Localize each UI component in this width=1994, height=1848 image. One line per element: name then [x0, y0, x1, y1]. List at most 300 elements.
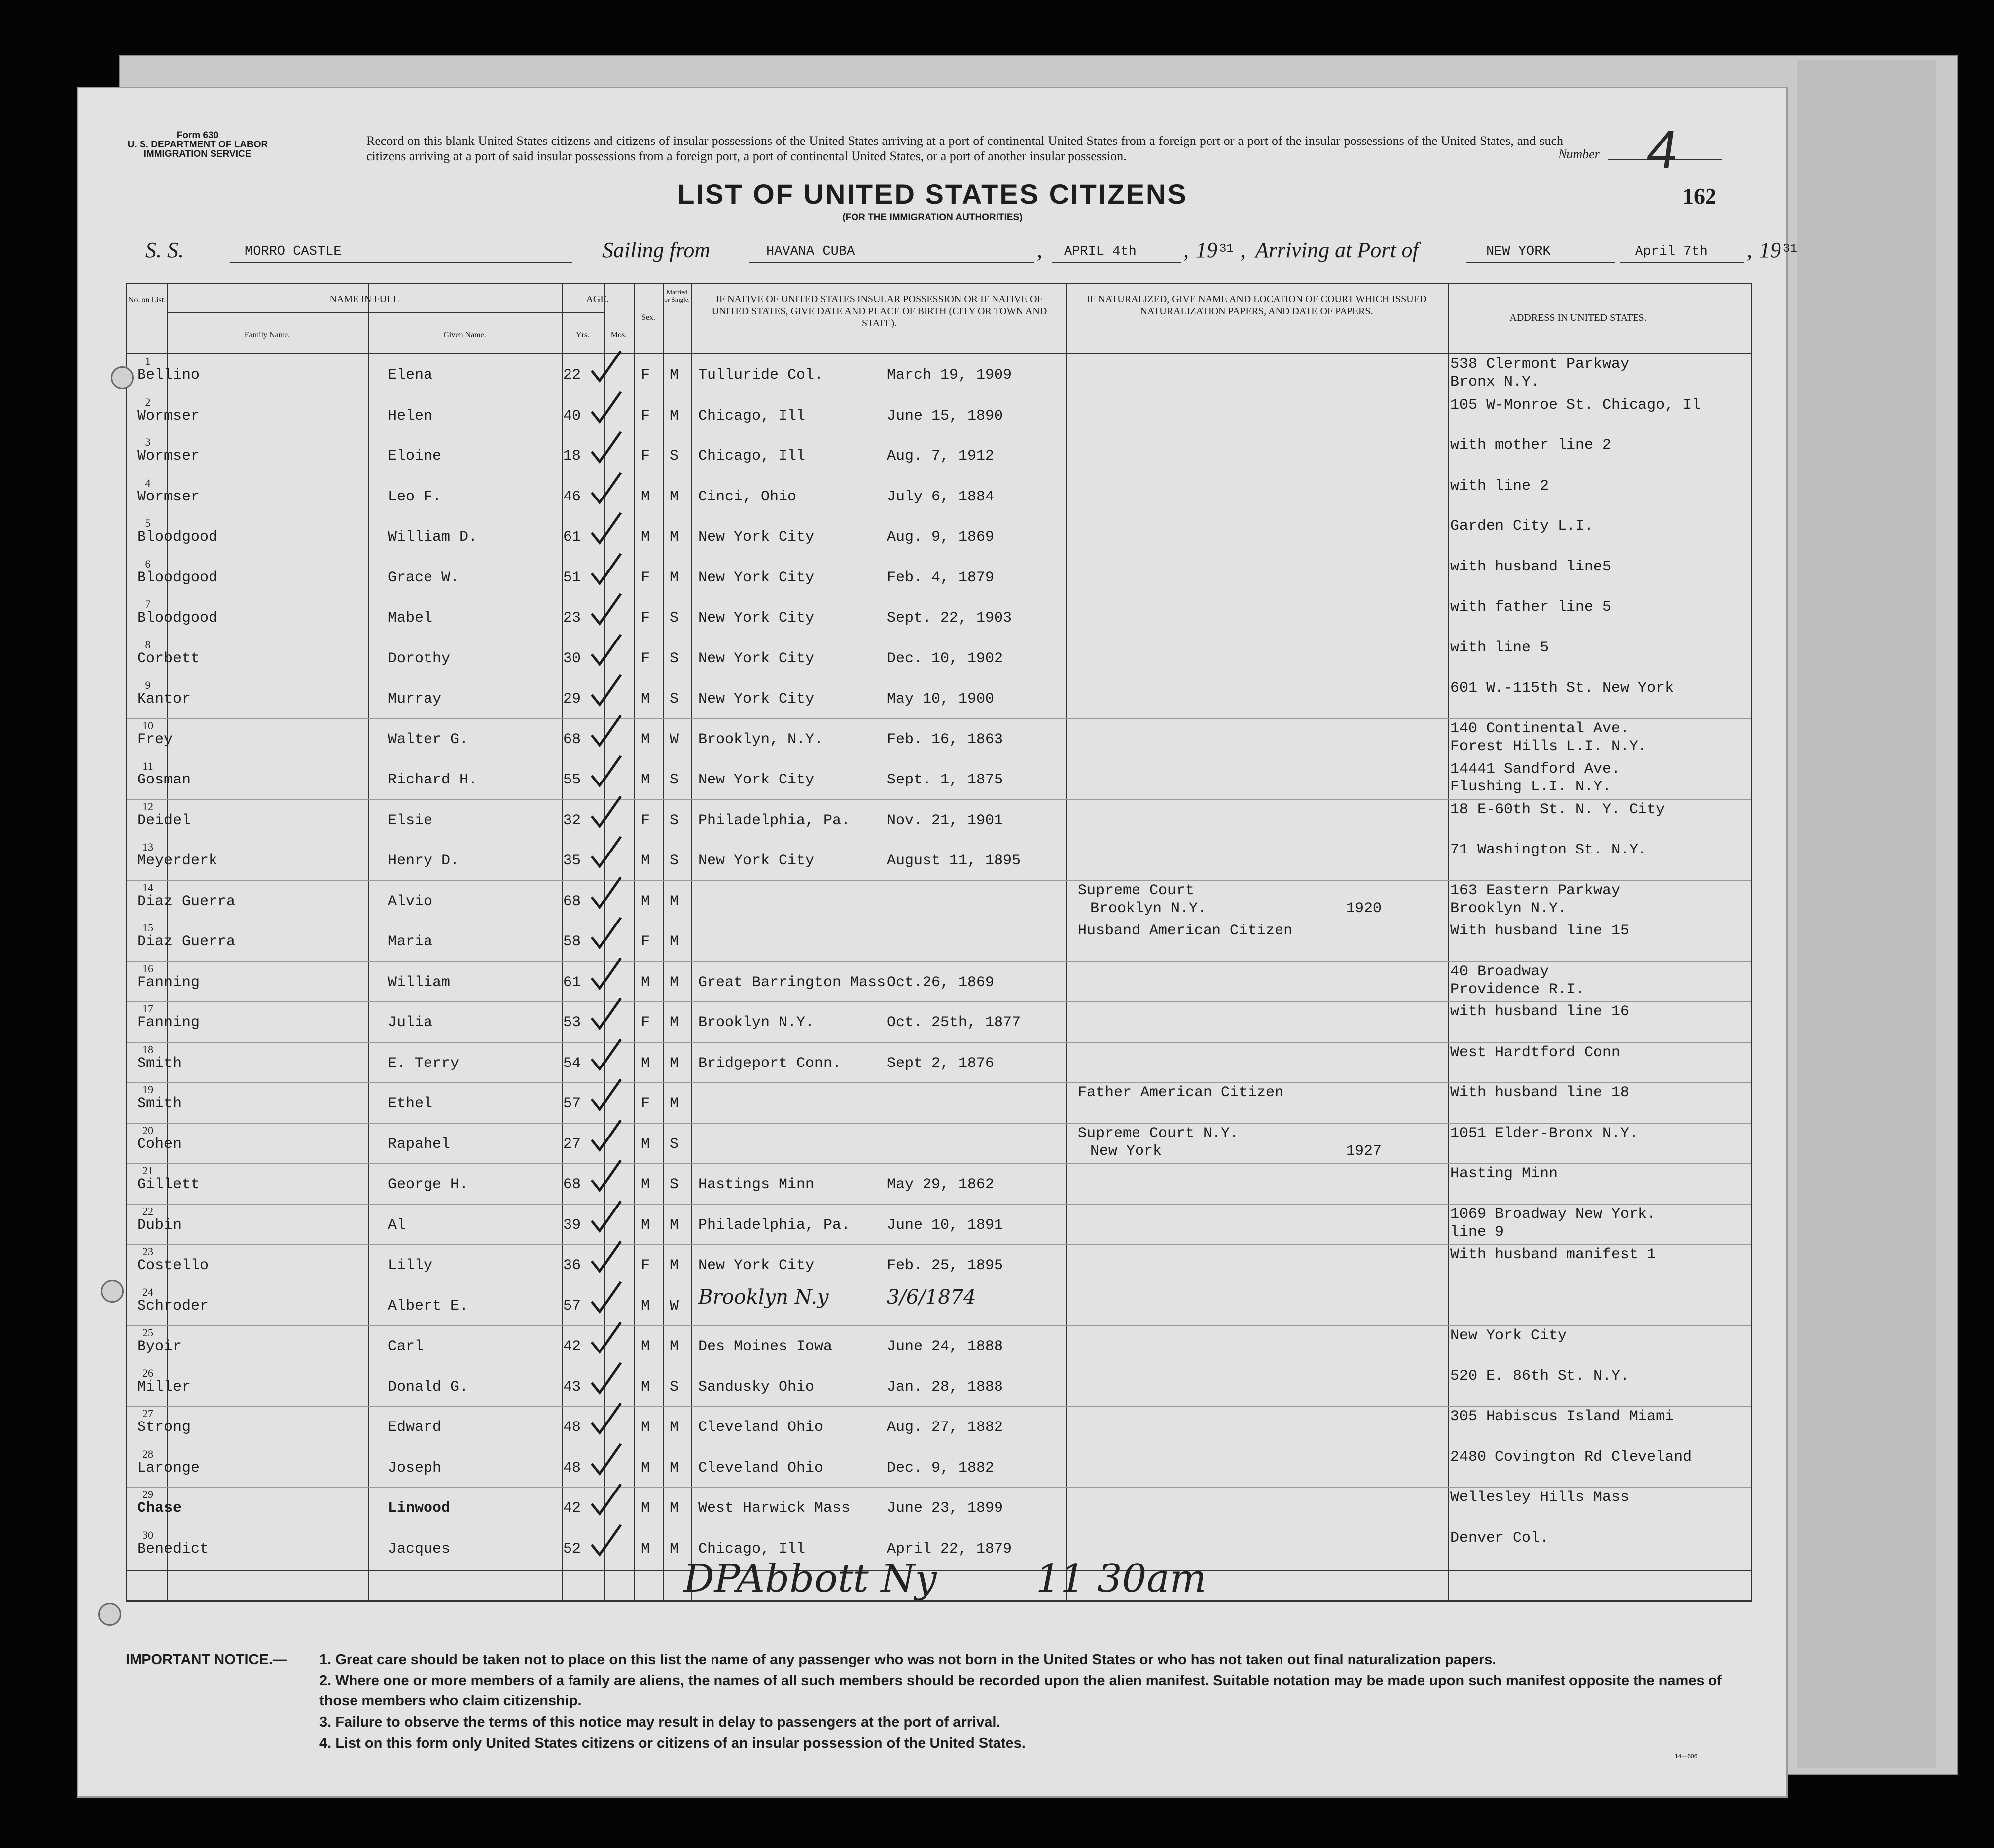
cell-date: May 29, 1862 [887, 1176, 995, 1193]
passenger-table [126, 283, 1752, 1602]
cell-date: Feb. 16, 1863 [887, 731, 1003, 748]
cell-family: Kantor [137, 691, 191, 708]
cell-no: 7 [145, 598, 151, 610]
check-mark-icon [589, 794, 624, 829]
cell-addr1: With husband line 18 [1450, 1084, 1630, 1101]
table-row [127, 1001, 1751, 1040]
cell-sex: M [641, 1216, 650, 1234]
header-no: No. on List. [128, 296, 166, 304]
cell-addr1: 40 Broadway [1450, 963, 1549, 980]
department-label: U. S. DEPARTMENT OF LABOR [127, 140, 268, 150]
cell-ms: M [670, 1419, 679, 1436]
cell-no: 6 [145, 557, 151, 570]
cell-given: E. Terry [388, 1055, 460, 1072]
cell-family: Bloodgood [137, 569, 218, 586]
cell-sex: F [641, 812, 650, 829]
cell-no: 12 [142, 800, 153, 813]
cell-given: Donald G. [388, 1378, 469, 1396]
ss-label: S. S. [145, 238, 184, 262]
cell-family: Wormser [137, 488, 200, 505]
cell-place: New York City [698, 610, 815, 627]
check-mark-icon [589, 1320, 624, 1355]
cell-age: 40 [563, 407, 581, 425]
cell-sex: M [641, 1136, 650, 1153]
cell-age: 27 [563, 1136, 581, 1153]
cell-given: Rapahel [388, 1136, 451, 1153]
cell-nat2: Brooklyn N.Y. [1090, 900, 1207, 917]
cell-age: 51 [563, 569, 581, 586]
table-row [127, 557, 1751, 595]
cell-ms: W [670, 731, 679, 748]
cell-place: Brooklyn, N.Y. [698, 731, 824, 748]
check-mark-icon [589, 1037, 624, 1072]
cell-age: 42 [563, 1500, 581, 1517]
cell-addr2: Forest Hills L.I. N.Y. [1450, 738, 1647, 755]
page-title: LIST OF UNITED STATES CITIZENS [677, 178, 1188, 210]
cell-sex: M [641, 731, 650, 748]
manifest-sheet [77, 87, 1797, 1798]
cell-no: 18 [142, 1043, 153, 1056]
cell-age: 61 [563, 974, 581, 991]
number-label: Number [1558, 147, 1600, 161]
cell-given: Edward [388, 1419, 442, 1436]
cell-age: 30 [563, 650, 581, 667]
binder-hole [111, 366, 134, 389]
cell-ms: M [670, 488, 679, 505]
notice-item-1: 1. Great care should be taken not to place on this list the name of any passenger who was not born in the United States or who has not taken out final naturalization papers. [319, 1652, 1496, 1668]
cell-nat1: Supreme Court N.Y. [1078, 1125, 1239, 1142]
cell-given: Mabel [388, 610, 433, 627]
cell-family: Corbett [137, 650, 200, 667]
cell-given: Eloine [388, 448, 442, 465]
cell-addr1: 14441 Sandford Ave. [1450, 761, 1621, 778]
cell-sex: M [641, 1500, 650, 1517]
cell-family: Chase [137, 1500, 182, 1517]
cell-sex: M [641, 691, 650, 708]
cell-age: 58 [563, 933, 581, 950]
table-row [127, 1042, 1751, 1081]
cell-place: Cinci, Ohio [698, 488, 797, 505]
form-header [123, 131, 272, 159]
header-naturalized: IF NATURALIZED, GIVE NAME AND LOCATION OF COURT WHICH ISSUED NATURALIZATION PAPERS, AND DATE OF PAPERS. [1086, 294, 1427, 317]
cell-addr1: New York City [1450, 1327, 1567, 1344]
table-row [127, 1528, 1751, 1566]
cell-ms: M [670, 1459, 679, 1477]
cell-sex: M [641, 974, 650, 991]
cell-ms: M [670, 1095, 679, 1112]
header-sex: Sex. [641, 313, 655, 322]
cell-family: Strong [137, 1419, 191, 1436]
cell-place: Brooklyn N.Y. [698, 1014, 815, 1031]
cell-ms: S [670, 812, 679, 829]
cell-addr1: West Hardtford Conn [1450, 1044, 1621, 1061]
table-row [127, 1285, 1751, 1324]
cell-addr1: 305 Habiscus Island Miami [1450, 1408, 1674, 1425]
cell-family: Diaz Guerra [137, 893, 236, 910]
cell-date: Sept. 22, 1903 [887, 610, 1012, 627]
check-mark-icon [589, 1199, 624, 1234]
cell-addr1: 2480 Covington Rd Cleveland [1450, 1448, 1692, 1466]
cell-no: 9 [145, 679, 151, 691]
table-row [127, 1325, 1751, 1364]
cell-family: Meyerderk [137, 853, 218, 869]
cell-given: Grace W. [388, 569, 460, 586]
cell-place: Des Moines Iowa [698, 1338, 833, 1355]
table-row [127, 1487, 1751, 1526]
arrival-date: April 7th [1635, 244, 1708, 259]
cell-addr2: Flushing L.I. N.Y. [1450, 779, 1612, 795]
notice-item-3: 3. Failure to observe the terms of this notice may result in delay to passengers at the port of arrival. [319, 1714, 1000, 1730]
cell-age: 53 [563, 1014, 581, 1031]
cell-family: Wormser [137, 448, 200, 465]
cell-place: New York City [698, 650, 815, 667]
cell-place: Chicago, Ill [698, 407, 806, 425]
cell-date: Aug. 27, 1882 [887, 1419, 1003, 1436]
cell-given: Elsie [388, 812, 433, 829]
sail-date-underline [1052, 262, 1181, 263]
cell-ms: S [670, 853, 679, 869]
cell-given: Richard H. [388, 772, 478, 788]
sail-year: 31 [1219, 242, 1234, 256]
check-mark-icon [589, 956, 624, 991]
check-mark-icon [589, 430, 624, 465]
comma-2: , [1183, 238, 1189, 262]
sailing-label: Sailing from [602, 238, 711, 262]
cell-date: Dec. 10, 1902 [887, 650, 1003, 667]
cell-age: 61 [563, 529, 581, 546]
cell-age: 39 [563, 1216, 581, 1234]
page-subtitle: (FOR THE IMMIGRATION AUTHORITIES) [842, 213, 1023, 223]
cell-addr1: With husband manifest 1 [1450, 1246, 1656, 1263]
cell-given: Elena [388, 367, 433, 384]
cell-place: West Harwick Mass [698, 1500, 851, 1517]
table-row [127, 354, 1751, 393]
cell-addr1: with husband line5 [1450, 558, 1612, 575]
cell-age: 29 [563, 691, 581, 708]
cell-sex: M [641, 1419, 650, 1436]
table-row [127, 759, 1751, 797]
cell-given: Lilly [388, 1257, 433, 1274]
cell-addr1: Denver Col. [1450, 1529, 1549, 1547]
cell-addr1: with line 2 [1450, 477, 1549, 495]
cell-place: Philadelphia, Pa. [698, 812, 851, 829]
cell-place: Cleveland Ohio [698, 1459, 824, 1477]
list-number: 4 [1643, 119, 1682, 180]
cell-sex: F [641, 933, 650, 950]
cell-addr1: with husband line 16 [1450, 1003, 1630, 1020]
cell-sex: F [641, 367, 650, 384]
cell-family: Cohen [137, 1136, 182, 1153]
check-mark-icon [589, 1361, 624, 1396]
check-mark-icon [589, 1118, 624, 1153]
cell-addr1: with line 5 [1450, 639, 1549, 656]
cell-date: Nov. 21, 1901 [887, 812, 1003, 829]
cell-date: August 11, 1895 [887, 853, 1021, 869]
check-mark-icon [589, 713, 624, 748]
cell-ms: M [670, 974, 679, 991]
cell-age: 55 [563, 772, 581, 788]
cell-family: Fanning [137, 1014, 200, 1031]
cell-date: March 19, 1909 [887, 367, 1012, 384]
cell-family: Deidel [137, 812, 191, 829]
table-row [127, 1366, 1751, 1405]
check-mark-icon [589, 390, 624, 425]
cell-sex: M [641, 1459, 650, 1477]
cell-age: 57 [563, 1297, 581, 1315]
cell-family: Schroder [137, 1297, 209, 1315]
check-mark-icon [589, 1401, 624, 1436]
cell-ms: M [670, 1540, 679, 1558]
cell-no: 21 [142, 1164, 153, 1177]
cell-sex: F [641, 569, 650, 586]
cell-addr1: 105 W-Monroe St. Chicago, Il [1450, 396, 1701, 414]
table-row [127, 597, 1751, 636]
year-prefix-2: 19 [1759, 238, 1781, 262]
cell-age: 46 [563, 488, 581, 505]
cell-addr1: 520 E. 86th St. N.Y. [1450, 1367, 1630, 1385]
cell-addr1: 601 W.-115th St. New York [1450, 680, 1674, 697]
cell-date: Dec. 9, 1882 [887, 1459, 995, 1477]
header-age: AGE. [586, 294, 609, 305]
cell-ms: S [670, 1176, 679, 1193]
table-row [127, 961, 1751, 1000]
table-row [127, 718, 1751, 757]
cell-given: Maria [388, 933, 433, 950]
cell-sex: M [641, 1338, 650, 1355]
cell-given: Henry D. [388, 853, 460, 869]
cell-family: Wormser [137, 407, 200, 425]
cell-addr1: Wellesley Hills Mass [1450, 1489, 1630, 1506]
cell-natdate: 1920 [1346, 900, 1382, 917]
cell-ms: M [670, 1500, 679, 1517]
cell-ms: M [670, 569, 679, 586]
cell-ms: M [670, 1014, 679, 1031]
cell-place: Sandusky Ohio [698, 1378, 815, 1396]
table-row [127, 921, 1751, 959]
ship-name: MORRO CASTLE [245, 244, 342, 259]
cell-nat1: Supreme Court [1078, 882, 1195, 899]
cell-ms: S [670, 448, 679, 465]
cell-no: 17 [142, 1002, 153, 1015]
check-mark-icon [589, 754, 624, 788]
cell-no: 19 [142, 1083, 153, 1096]
cell-ms: S [670, 610, 679, 627]
cell-addr1: Hasting Minn [1450, 1165, 1558, 1182]
cell-addr1: 538 Clermont Parkway [1450, 356, 1630, 373]
cell-no: 14 [142, 881, 153, 894]
cell-no: 1 [145, 355, 151, 367]
cell-addr1: 140 Continental Ave. [1450, 720, 1630, 737]
cell-date: Sept 2, 1876 [887, 1055, 995, 1072]
cell-age: 68 [563, 893, 581, 910]
cell-no: 2 [145, 395, 151, 408]
cell-sex: M [641, 853, 650, 869]
header-address: ADDRESS IN UNITED STATES. [1509, 312, 1647, 323]
cell-addr2: Providence R.I. [1450, 981, 1585, 998]
header-given-name: Given Name. [443, 331, 486, 339]
intro-text: Record on this blank United States citizens and citizens of insular possessions of the United States arriving at a port of continental United States from a foreign port or a port of the insular possessions of the United States, and such citizens arriving at a port of said insular possessions from a foreign port, a port of continental United States, or a port of another insular possession. [366, 134, 1563, 163]
cell-no: 26 [142, 1366, 153, 1379]
cell-no: 30 [142, 1528, 153, 1541]
cell-family: Laronge [137, 1459, 200, 1477]
check-mark-icon [589, 592, 624, 627]
header-birth: IF NATIVE OF UNITED STATES INSULAR POSSESSION OR IF NATIVE OF UNITED STATES, GIVE DATE AND PLACE OF BIRTH (CITY OR TOWN AND STATE). [712, 294, 1047, 329]
form-code: 14—606 [1675, 1753, 1698, 1760]
cell-ms: M [670, 1338, 679, 1355]
cell-age: 43 [563, 1378, 581, 1396]
cell-place: Philadelphia, Pa. [698, 1216, 851, 1234]
cell-ms: S [670, 691, 679, 708]
cell-given: Julia [388, 1014, 433, 1031]
page-stamp: 162 [1682, 183, 1716, 209]
cell-ms: S [670, 1378, 679, 1396]
cell-ms: M [670, 893, 679, 910]
cell-no: 25 [142, 1326, 153, 1339]
from-underline [749, 262, 1034, 263]
table-row [127, 840, 1751, 878]
cell-age: 54 [563, 1055, 581, 1072]
cell-ms: M [670, 1216, 679, 1234]
cell-family: Benedict [137, 1540, 209, 1558]
cell-sex: M [641, 529, 650, 546]
cell-sex: F [641, 1257, 650, 1274]
cell-date: April 22, 1879 [887, 1540, 1012, 1558]
check-mark-icon [589, 996, 624, 1031]
cell-given: Joseph [388, 1459, 442, 1477]
cell-place: New York City [698, 569, 815, 586]
cell-age: 18 [563, 448, 581, 465]
cell-sex: M [641, 893, 650, 910]
table-row [127, 476, 1751, 514]
table-row [127, 1204, 1751, 1243]
table-row [127, 1447, 1751, 1486]
cell-given: Linwood [388, 1500, 451, 1517]
table-row [127, 1123, 1751, 1162]
cell-age: 48 [563, 1419, 581, 1436]
cell-ms: M [670, 1257, 679, 1274]
cell-family: Bloodgood [137, 529, 218, 546]
cell-place: New York City [698, 691, 815, 708]
cell-place: Bridgeport Conn. [698, 1055, 842, 1072]
cell-date: May 10, 1900 [887, 691, 995, 708]
cell-ms: M [670, 367, 679, 384]
cell-sex: F [641, 1095, 650, 1112]
arrival-date-underline [1620, 262, 1744, 263]
arrival-port-underline [1466, 262, 1615, 263]
check-mark-icon [589, 471, 624, 505]
header-family-name: Family Name. [244, 331, 290, 339]
cell-ms: S [670, 650, 679, 667]
voyage-line [145, 237, 1797, 267]
cell-natdate: 1927 [1346, 1142, 1382, 1160]
check-mark-icon [589, 1280, 624, 1315]
sail-date: APRIL 4th [1064, 244, 1137, 259]
cell-no: 8 [145, 638, 151, 651]
cell-date: June 10, 1891 [887, 1216, 1003, 1234]
arriving-label: Arriving at Port of [1255, 238, 1419, 262]
cell-place: Tulluride Col. [698, 367, 824, 384]
cell-sex: M [641, 1378, 650, 1396]
notice-item-4: 4. List on this form only United States citizens or citizens of an insular possession of the United States. [319, 1735, 1026, 1751]
cell-place: Chicago, Ill [698, 1540, 806, 1558]
cell-family: Frey [137, 731, 173, 748]
cell-family: Smith [137, 1055, 182, 1072]
table-row [127, 1163, 1751, 1202]
table-row [127, 799, 1751, 838]
cell-no: 28 [142, 1447, 153, 1460]
cell-sex: F [641, 448, 650, 465]
cell-addr1: 18 E-60th St. N. Y. City [1450, 801, 1665, 818]
cell-family: Bellino [137, 367, 200, 384]
header-name-in-full: NAME IN FULL [329, 294, 399, 305]
cell-given: Albert E. [388, 1297, 469, 1315]
cell-date: Oct. 25th, 1877 [887, 1014, 1021, 1031]
header-mos: Mos. [610, 331, 627, 339]
cell-given: Walter G. [388, 731, 469, 748]
cell-family: Diaz Guerra [137, 933, 236, 950]
cell-place: Great Barrington Mass [698, 974, 886, 991]
check-mark-icon [589, 875, 624, 910]
cell-sex: M [641, 1540, 650, 1558]
cell-family: Costello [137, 1257, 209, 1274]
cell-given: Alvio [388, 893, 433, 910]
inspector-signature: DPAbbott Ny [683, 1557, 937, 1601]
cell-family: Gosman [137, 772, 191, 788]
cell-age: 36 [563, 1257, 581, 1274]
header-yrs: Yrs. [575, 331, 590, 339]
cell-no: 11 [142, 760, 153, 772]
check-mark-icon [589, 1442, 624, 1477]
cell-age: 35 [563, 853, 581, 869]
check-mark-icon [589, 1482, 624, 1517]
cell-given: William [388, 974, 451, 991]
cell-date: June 15, 1890 [887, 407, 1003, 425]
cell-sex: F [641, 610, 650, 627]
cell-ms: M [670, 933, 679, 950]
cell-addr1: With husband line 15 [1450, 923, 1630, 939]
table-row [127, 880, 1751, 919]
cell-addr1: Garden City L.I. [1450, 518, 1594, 535]
cell-ms: S [670, 772, 679, 788]
form-number: Form 630 [176, 130, 219, 141]
cell-no: 24 [142, 1285, 153, 1298]
cell-sex: M [641, 488, 650, 505]
cell-place: Cleveland Ohio [698, 1419, 824, 1436]
cell-ms: M [670, 1055, 679, 1072]
cell-age: 52 [563, 1540, 581, 1558]
table-row [127, 435, 1751, 474]
cell-addr1: with mother line 2 [1450, 437, 1612, 454]
cell-family: Fanning [137, 974, 200, 991]
cell-age: 22 [563, 367, 581, 384]
notice-item-2: 2. Where one or more members of a family are aliens, the names of all such members should be recorded upon the alien manifest. Suitable notation may be made upon such manifest opposite the names of those members who claim citizenship. [319, 1673, 1722, 1708]
cell-nat1: Husband American Citizen [1078, 923, 1293, 939]
cell-sex: F [641, 407, 650, 425]
cell-given: Ethel [388, 1095, 433, 1112]
cell-age: 42 [563, 1338, 581, 1355]
comma-1: , [1037, 238, 1042, 262]
cell-nat1: Father American Citizen [1078, 1084, 1284, 1101]
cell-place: Chicago, Ill [698, 448, 806, 465]
cell-place: Brooklyn N.y [698, 1285, 829, 1309]
cell-addr2: Bronx N.Y. [1450, 374, 1540, 391]
cell-given: William D. [388, 529, 478, 546]
year-prefix: 19 [1196, 238, 1217, 262]
cell-date: Feb. 25, 1895 [887, 1257, 1003, 1274]
cell-ms: W [670, 1297, 679, 1315]
table-row [127, 638, 1751, 676]
check-mark-icon [589, 349, 624, 384]
